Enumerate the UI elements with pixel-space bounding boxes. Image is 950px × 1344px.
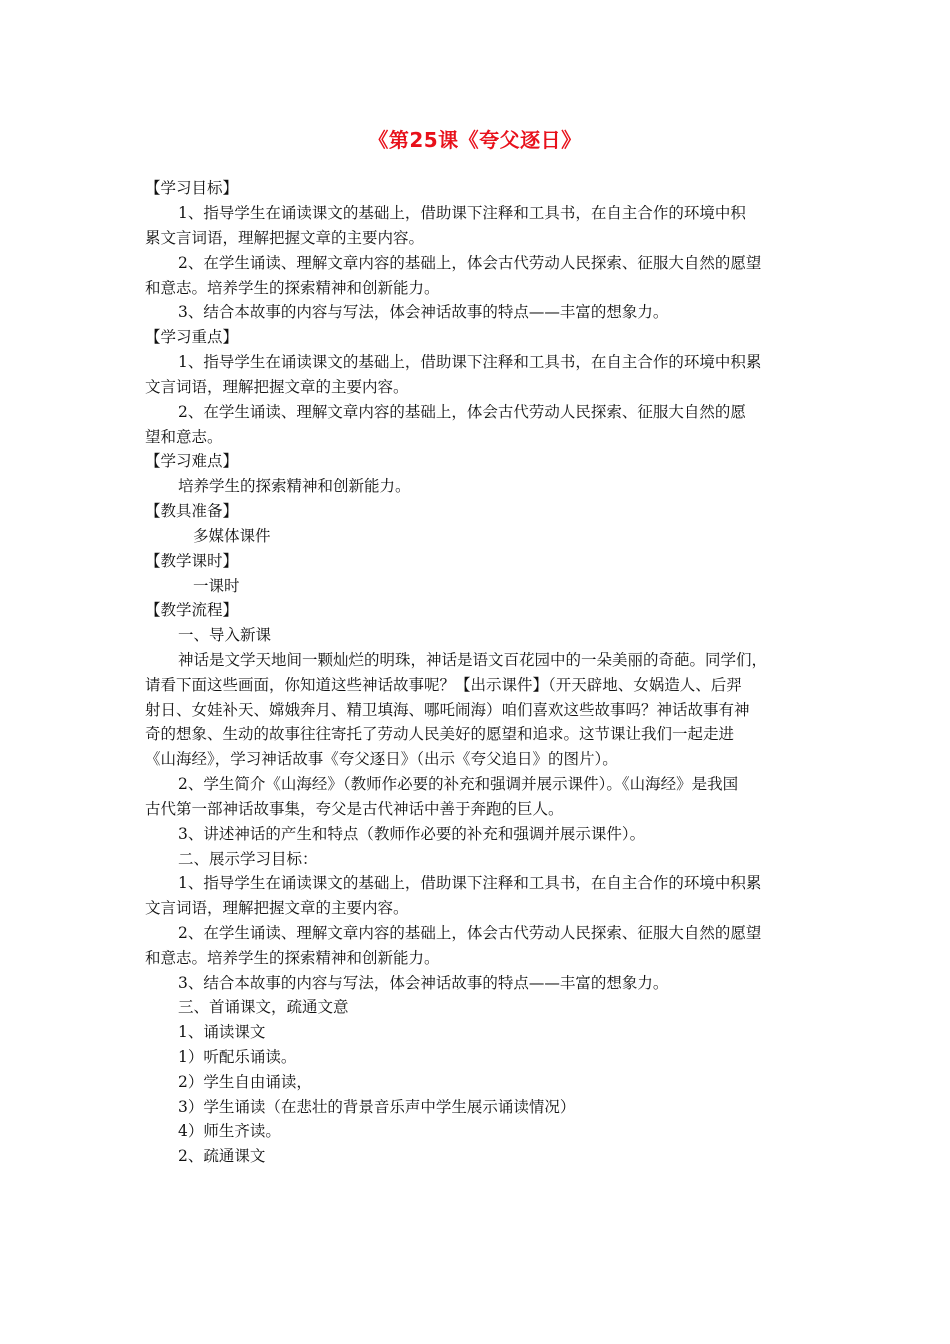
paragraph-line: 累文言词语，理解把握文章的主要内容。 [145,229,425,247]
paragraph-line: 奇的想象、生动的故事往往寄托了劳动人民美好的愿望和追求。这节课让我们一起走进 [145,725,735,743]
paragraph-line: 多媒体课件 [193,527,271,545]
paragraph-line: 2、在学生诵读、理解文章内容的基础上，体会古代劳动人民探索、征服大自然的愿望 [178,254,762,272]
paragraph-line: 1、指导学生在诵读课文的基础上，借助课下注释和工具书，在自主合作的环境中积累 [178,353,762,371]
paragraph-line: 1）听配乐诵读。 [178,1048,297,1066]
paragraph-line: 2）学生自由诵读， [178,1073,312,1091]
paragraph-line: 2、疏通课文 [178,1147,266,1165]
paragraph-line: 望和意志。 [145,428,223,446]
paragraph-line: 4）师生齐读。 [178,1122,281,1140]
paragraph-line: 古代第一部神话故事集，夸父是古代神话中善于奔跑的巨人。 [145,800,564,818]
paragraph-line: 神话是文学天地间一颗灿烂的明珠，神话是语文百花园中的一朵美丽的奇葩。同学们， [178,651,768,669]
page-title: 《第25课《夸父逐日》 [368,128,582,152]
paragraph-line: 1、诵读课文 [178,1023,266,1041]
paragraph-line: 三、首诵课文，疏通文意 [178,998,349,1016]
paragraph-line: 2、在学生诵读、理解文章内容的基础上，体会古代劳动人民探索、征服大自然的愿望 [178,924,762,942]
section-heading: 【学习重点】 [145,328,239,346]
paragraph-line: 请看下面这些画面，你知道这些神话故事呢？【出示课件】（开天辟地、女娲造人、后羿 [145,676,742,694]
paragraph-line: 和意志。培养学生的探索精神和创新能力。 [145,949,440,967]
paragraph-line: 培养学生的探索精神和创新能力。 [178,477,411,495]
paragraph-line: 二、展示学习目标： [178,850,318,868]
paragraph-line: 1、指导学生在诵读课文的基础上，借助课下注释和工具书，在自主合作的环境中积累 [178,874,762,892]
paragraph-line: 《山海经》，学习神话故事《夸父逐日》（出示《夸父追日》的图片）。 [145,750,618,768]
section-heading: 【学习难点】 [145,452,239,470]
paragraph-line: 1、指导学生在诵读课文的基础上，借助课下注释和工具书，在自主合作的环境中积 [178,204,746,222]
paragraph-line: 和意志。培养学生的探索精神和创新能力。 [145,279,440,297]
paragraph-line: 2、在学生诵读、理解文章内容的基础上，体会古代劳动人民探索、征服大自然的愿 [178,403,746,421]
paragraph-line: 文言词语，理解把握文章的主要内容。 [145,378,409,396]
section-heading: 【教学课时】 [145,552,239,570]
paragraph-line: 3）学生诵读（在悲壮的背景音乐声中学生展示诵读情况） [178,1098,576,1116]
section-heading: 【教具准备】 [145,502,239,520]
paragraph-line: 2、学生简介《山海经》（教师作必要的补充和强调并展示课件）。《山海经》是我国 [178,775,739,793]
paragraph-line: 3、讲述神话的产生和特点（教师作必要的补充和强调并展示课件）。 [178,825,646,843]
paragraph-line: 3、结合本故事的内容与写法，体会神话故事的特点——丰富的想象力。 [178,303,669,321]
section-heading: 【教学流程】 [145,601,239,619]
paragraph-line: 射日、女娃补天、嫦娥奔月、精卫填海、哪吒闹海）咱们喜欢这些故事吗？神话故事有神 [145,701,750,719]
paragraph-line: 3、结合本故事的内容与写法，体会神话故事的特点——丰富的想象力。 [178,974,669,992]
paragraph-line: 一、导入新课 [178,626,272,644]
paragraph-line: 一课时 [193,577,240,595]
paragraph-line: 文言词语，理解把握文章的主要内容。 [145,899,409,917]
section-heading: 【学习目标】 [145,179,239,197]
